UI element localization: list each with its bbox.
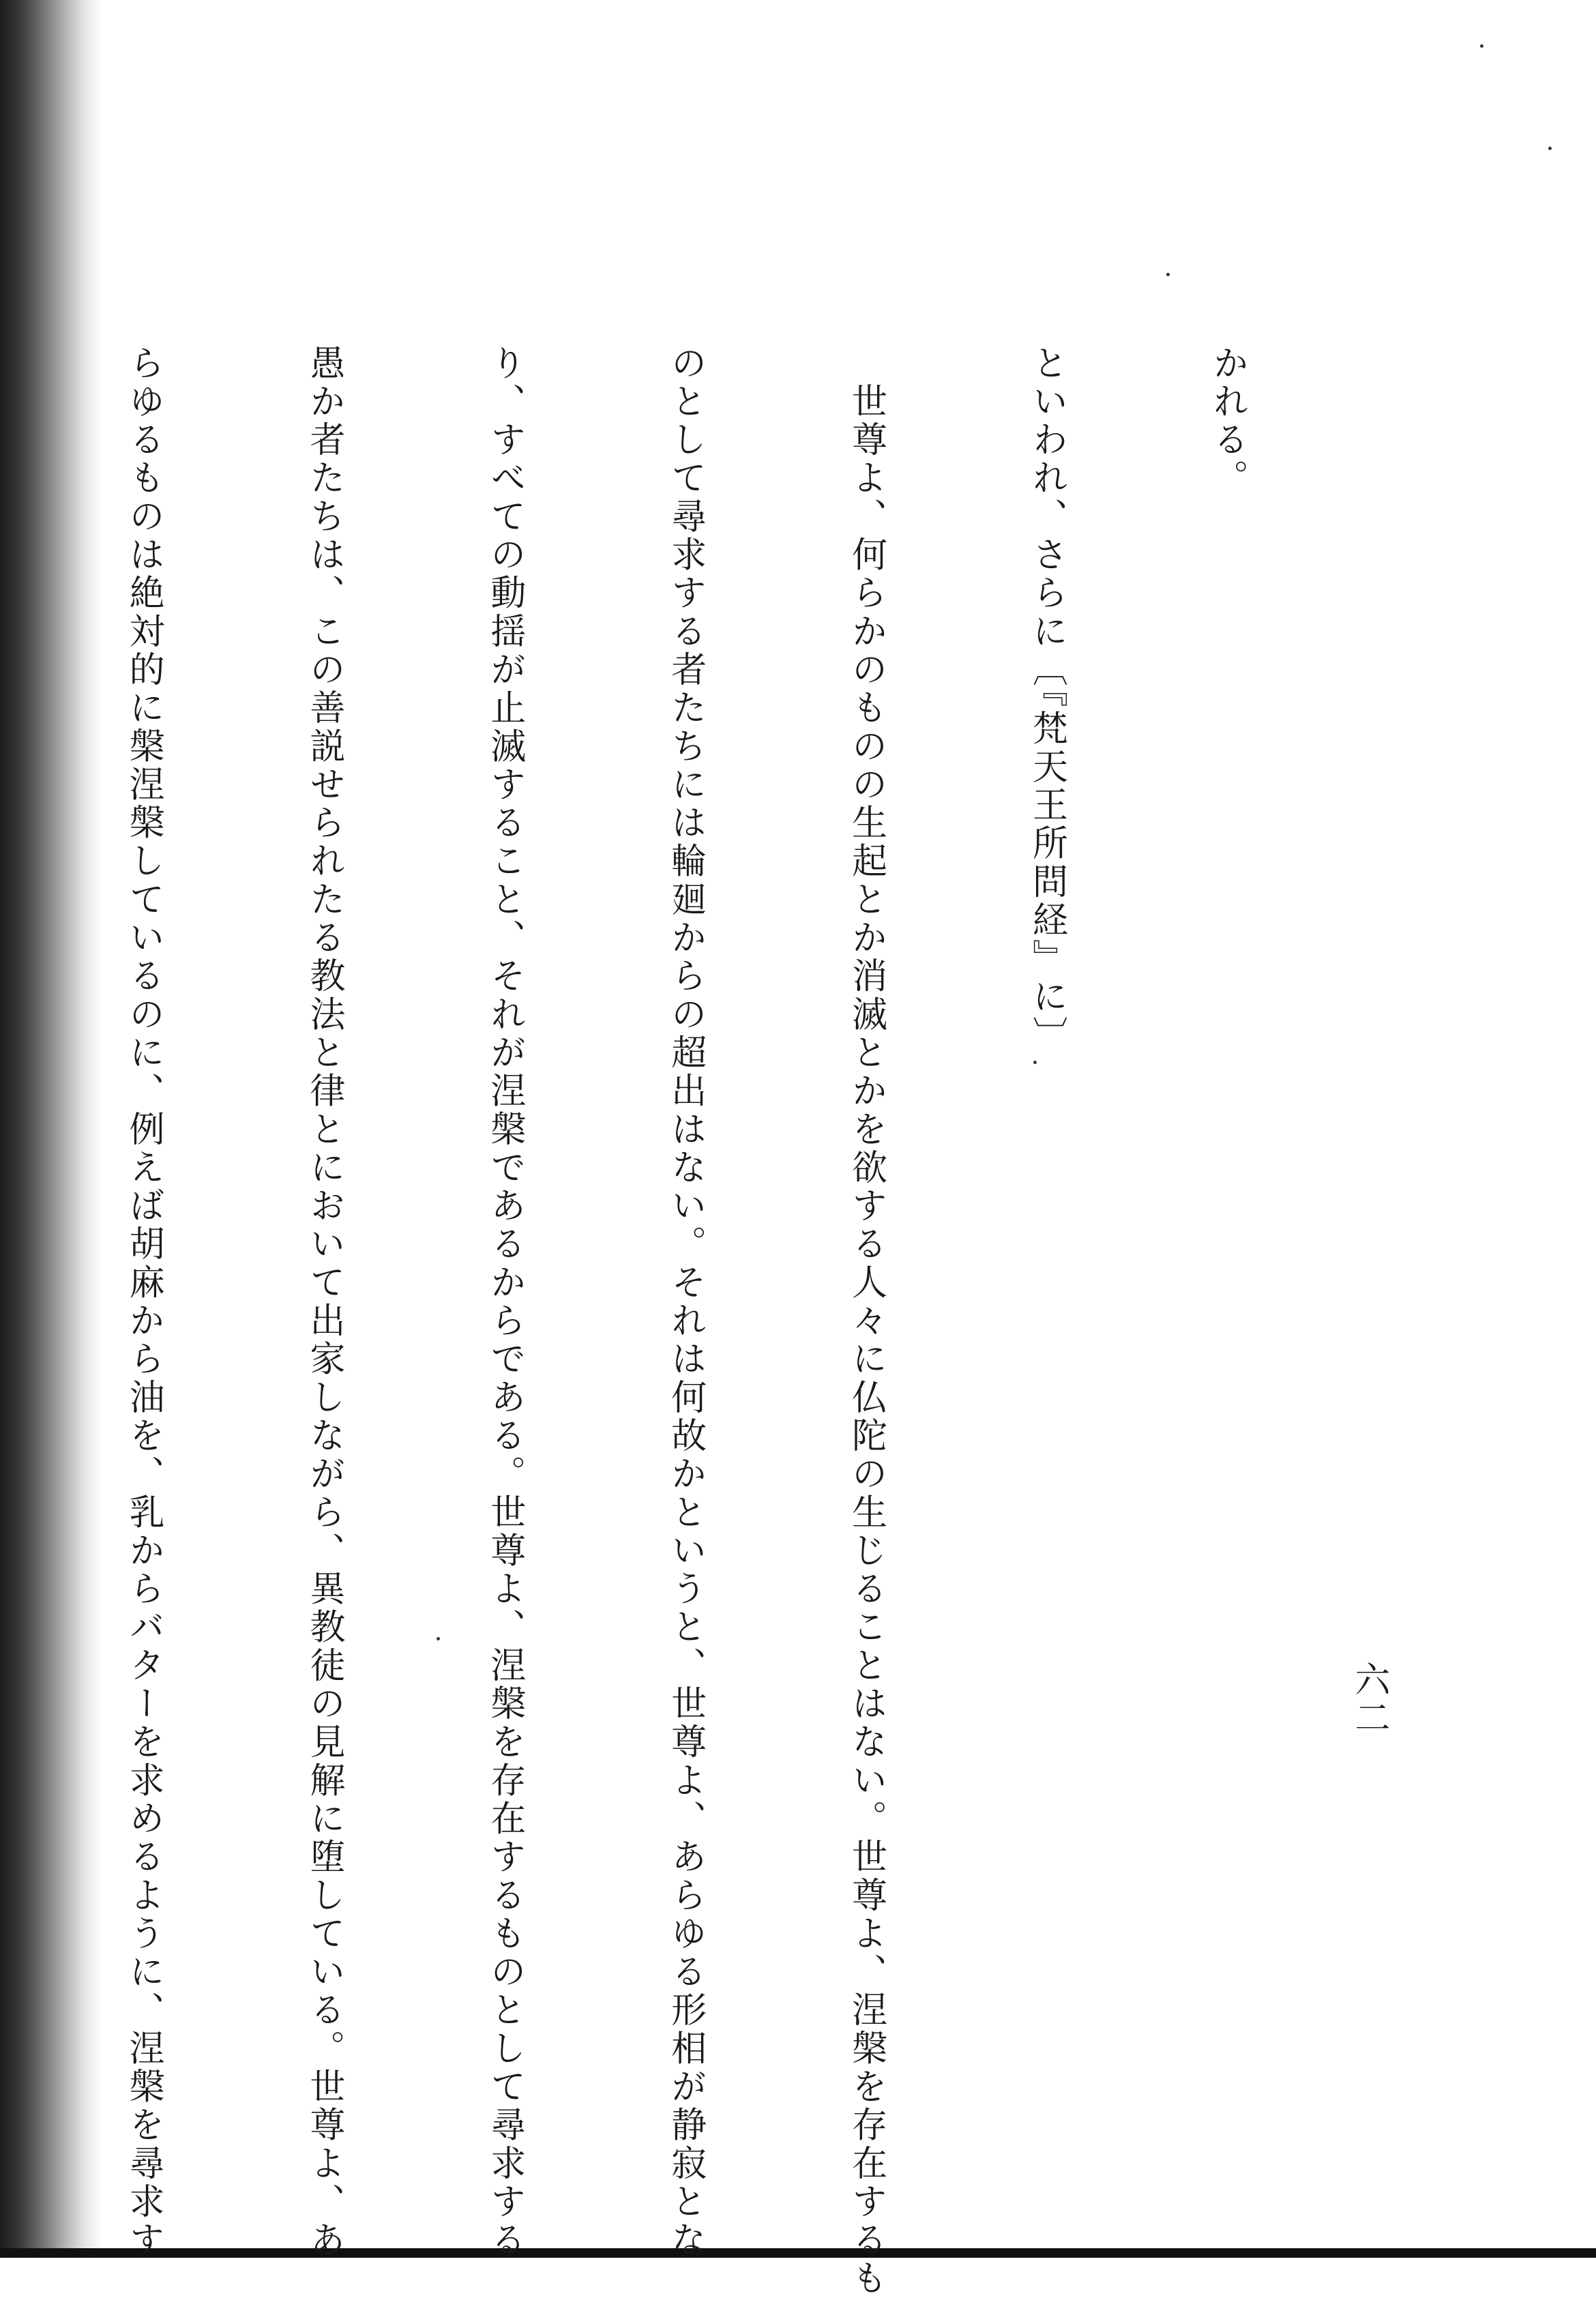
scan-speck <box>1480 44 1483 48</box>
text-line: かれる。 <box>1207 344 1248 498</box>
page-number: 六二 <box>1348 1661 1389 1737</box>
bottom-edge-rule <box>0 2248 1596 2258</box>
text-line: らゆるものは絶対的に槃涅槃しているのに、例えば胡麻から油を、乳からバターを求めるように、涅槃を尋求す <box>123 344 164 2260</box>
body-text <box>0 344 1378 2298</box>
scan-speck <box>1166 273 1170 276</box>
text-line: 愚か者たちは、この善説せられたる教法と律とにおいて出家しながら、異教徒の見解に堕している。世尊よ、あ <box>303 344 344 2260</box>
scan-speck <box>1548 147 1552 150</box>
text-line: といわれ、さらに〔『梵天王所問経』に〕 <box>1026 344 1067 1055</box>
scan-speck <box>437 1637 440 1640</box>
text-line: のとして尋求する者たちには輪廻からの超出はない。それは何故かというと、世尊よ、あらゆる形相が静寂とな <box>664 344 706 2260</box>
text-line: 世尊よ、何らかのものの生起とか消滅とかを欲する人々に仏陀の生じることはない。世尊よ、涅槃を存在するも <box>845 344 887 2298</box>
text-line: り、すべての動揺が止滅すること、それが涅槃であるからである。世尊よ、涅槃を存在するものとして尋求する <box>484 344 525 2260</box>
scan-speck <box>1033 1061 1037 1064</box>
